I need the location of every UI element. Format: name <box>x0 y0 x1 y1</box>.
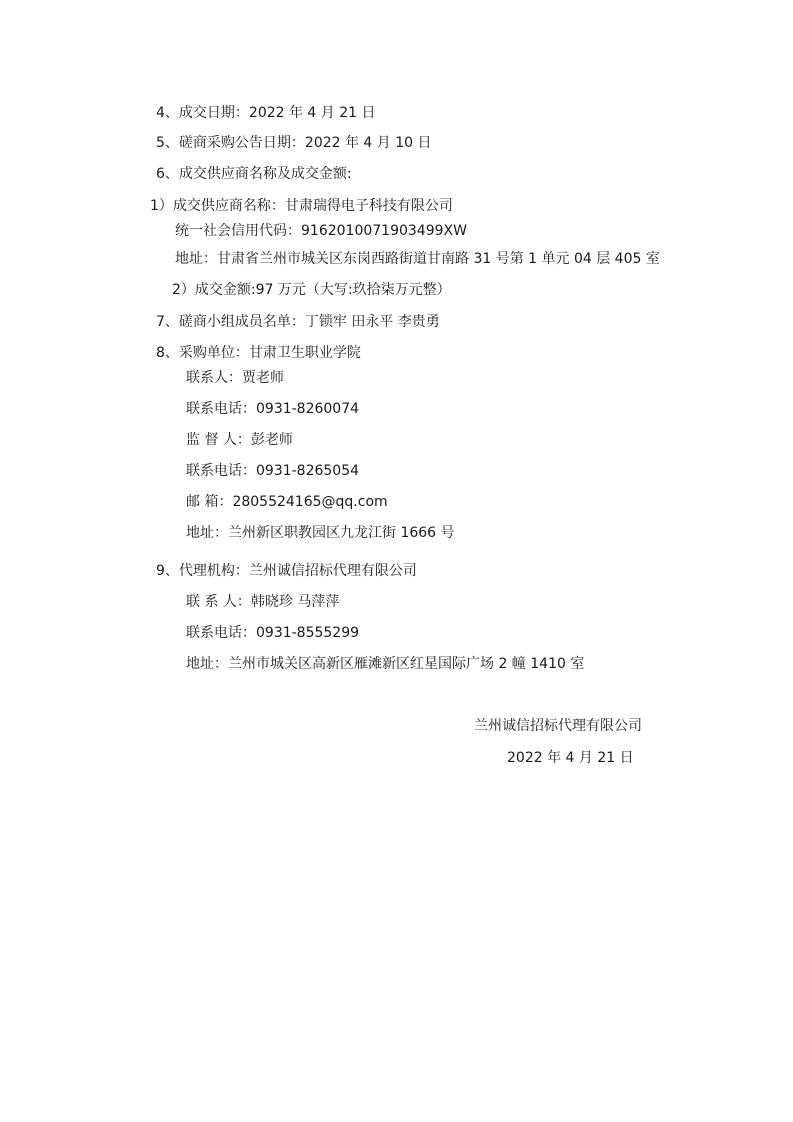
signature-date: 2022 年 4 月 21 日 <box>507 750 634 766</box>
supplier-and-amount-heading: 6、成交供应商名称及成交金额: <box>156 166 352 182</box>
credit-code-line: 统一社会信用代码：9162010071903499XW <box>175 223 467 239</box>
purchaser-phone-line: 联系电话：0931-8260074 <box>186 401 360 417</box>
purchaser-address-line: 地址：兰州新区职教园区九龙江街 1666 号 <box>186 525 455 541</box>
purchaser-contact-line: 联系人：贾老师 <box>186 370 284 386</box>
supplier-address-line: 地址：甘肃省兰州市城关区东岗西路街道甘南路 31 号第 1 单元 04 层 405 室 <box>175 251 660 267</box>
announcement-date-line: 5、磋商采购公告日期：2022 年 4 月 10 日 <box>156 135 432 151</box>
agency-address-line: 地址：兰州市城关区高新区雁滩新区红星国际广场 2 幢 1410 室 <box>186 656 585 672</box>
supplier-name-line: 1）成交供应商名称：甘肃瑞得电子科技有限公司 <box>150 198 453 214</box>
agency-line: 9、代理机构：兰州诚信招标代理有限公司 <box>156 563 417 579</box>
supervisor-phone-line: 联系电话：0931-8265054 <box>186 463 360 479</box>
signature-company: 兰州诚信招标代理有限公司 <box>474 718 642 734</box>
panel-members-line: 7、磋商小组成员名单：丁锁牢 田永平 李贵勇 <box>156 314 440 330</box>
transaction-date-line: 4、成交日期：2022 年 4 月 21 日 <box>156 105 376 121</box>
email-line: 邮 箱：2805524165@qq.com <box>186 494 388 510</box>
transaction-amount-line: 2）成交金额:97 万元（大写:玖拾柒万元整） <box>172 282 451 298</box>
supervisor-line: 监 督 人：彭老师 <box>186 432 293 448</box>
agency-phone-line: 联系电话：0931-8555299 <box>186 625 360 641</box>
purchaser-line: 8、采购单位：甘肃卫生职业学院 <box>156 345 361 361</box>
agency-contact-line: 联 系 人：韩晓珍 马萍萍 <box>186 594 340 610</box>
